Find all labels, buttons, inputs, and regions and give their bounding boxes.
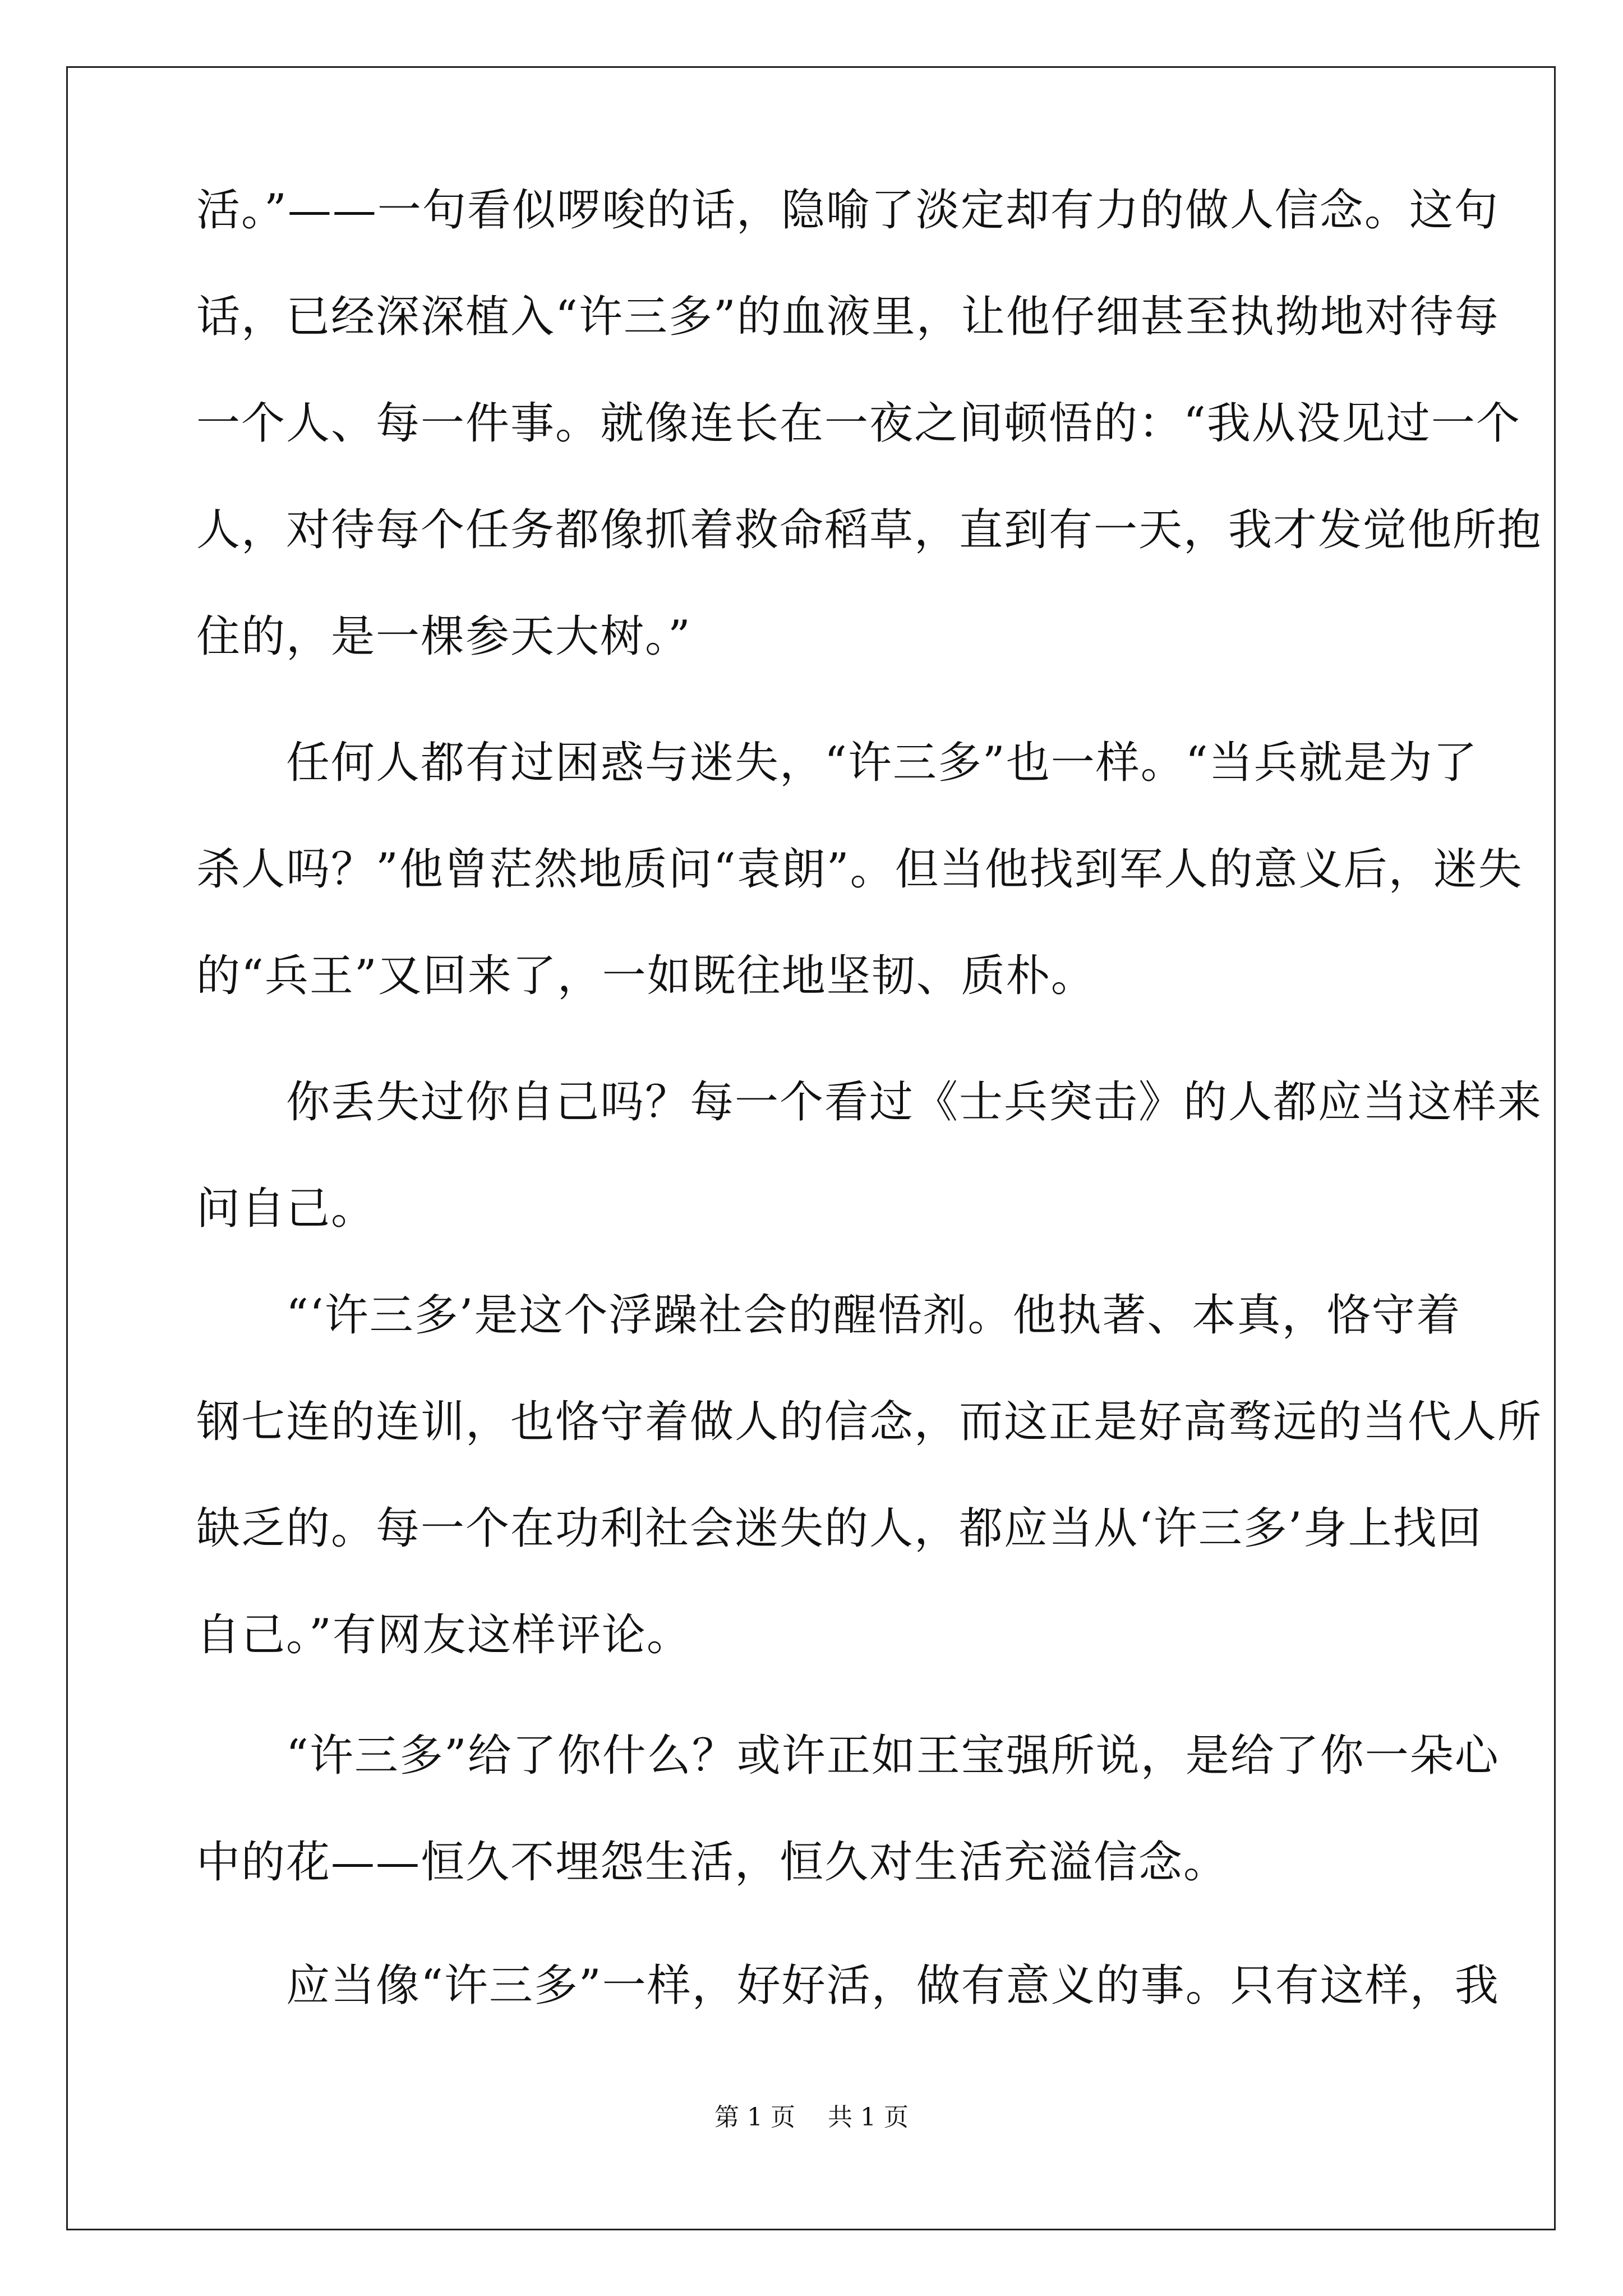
body-line: 自己。”有网友这样评论。 [196,1610,691,1660]
body-line: 的“兵王”又回来了，一如既往地坚韧、质朴。 [196,951,1096,1001]
page-number-footer: 第 1 页 共 1 页 [714,2103,909,2132]
body-line: 应当像“许三多”一样，好好活，做有意义的事。只有这样，我 [196,1961,1500,2011]
body-line: 人，对待每个任务都像抓着救命稻草，直到有一天，我才发觉他所抱 [196,505,1543,555]
body-line: 问自己。 [196,1184,376,1234]
body-line: 住的，是一棵参天大树。” [196,611,691,662]
body-line: 中的花——恒久不埋怨生活，恒久对生活充溢信念。 [196,1837,1229,1888]
body-line: 你丢失过你自己吗？每一个看过《士兵突击》的人都应当这样来 [196,1077,1543,1128]
body-line: 话，已经深深植入“许三多”的血液里，让他仔细甚至执拗地对待每 [196,292,1500,342]
body-line: “许三多”给了你什么？或许正如王宝强所说，是给了你一朵心 [196,1731,1500,1781]
body-line: 任何人都有过困惑与迷失，“许三多”也一样。“当兵就是为了 [196,738,1478,788]
body-line: “‘许三多’是这个浮躁社会的醒悟剂。他执著、本真，恪守着 [196,1290,1461,1341]
body-line: 一个人、每一件事。就像连长在一夜之间顿悟的：“我从没见过一个 [196,398,1521,449]
body-line: 缺乏的。每一个在功利社会迷失的人，都应当从‘许三多’身上找回 [196,1503,1483,1554]
body-line: 杀人吗？”他曾茫然地质问“袁朗”。但当他找到军人的意义后，迷失 [196,844,1523,895]
body-line: 活。”——一句看似啰唆的话，隐喻了淡定却有力的做人信念。这句 [196,185,1499,236]
body-line: 钢七连的连训，也恪守着做人的信念，而这正是好高骛远的当代人所 [196,1397,1543,1447]
